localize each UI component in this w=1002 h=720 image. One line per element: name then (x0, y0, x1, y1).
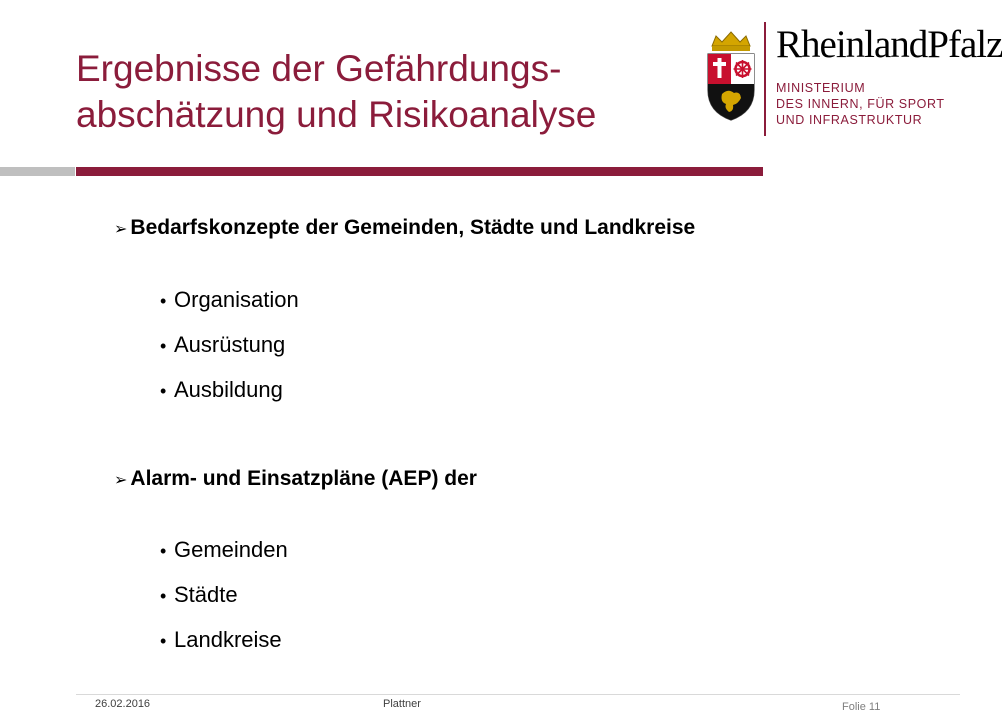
section-heading-text: Bedarfskonzepte der Gemeinden, Städte und Landkreise (130, 216, 696, 239)
list-item: • Ausrüstung (160, 330, 299, 375)
ministry-line-1: MINISTERIUM (776, 81, 866, 95)
bullet-icon: • (160, 381, 167, 401)
section-heading-bedarfskonzepte (114, 216, 695, 240)
title-rule-accent (76, 167, 763, 176)
logo-wordmark: RheinlandPfalz (776, 23, 1002, 66)
footer-author: Plattner (383, 698, 421, 710)
slide-title (76, 46, 596, 138)
list-item: • Städte (160, 580, 288, 625)
bullet-icon: • (160, 336, 167, 356)
list-item: • Organisation (160, 285, 299, 330)
section-heading-aep (114, 467, 477, 491)
arrow-bullet-icon: ➢ (114, 472, 128, 489)
list-item: • Gemeinden (160, 535, 288, 580)
slide-number: Folie 11 (842, 701, 881, 713)
title-rule-grey (0, 167, 75, 176)
logo-divider (764, 22, 766, 136)
bullet-icon: • (160, 291, 167, 311)
bedarfskonzepte-list (160, 285, 299, 420)
ministry-name (776, 80, 945, 128)
footer-divider (76, 694, 960, 695)
rheinland-pfalz-logo (700, 18, 1002, 138)
slide-title-line-2: abschätzung und Risikoanalyse (76, 94, 597, 135)
aep-list (160, 535, 288, 670)
bullet-icon: • (160, 586, 167, 606)
coat-of-arms-icon (702, 28, 760, 124)
bullet-icon: • (160, 631, 167, 651)
ministry-line-3: UND INFRASTRUKTUR (776, 113, 923, 127)
section-heading-text: Alarm- und Einsatzpläne (AEP) der (130, 467, 477, 490)
arrow-bullet-icon: ➢ (114, 221, 128, 238)
list-item: • Ausbildung (160, 375, 299, 420)
footer-date: 26.02.2016 (95, 698, 151, 710)
ministry-line-2: DES INNERN, FÜR SPORT (776, 97, 945, 111)
list-item: • Landkreise (160, 625, 288, 670)
slide-title-line-1: Ergebnisse der Gefährdungs- (76, 48, 562, 89)
bullet-icon: • (160, 541, 167, 561)
